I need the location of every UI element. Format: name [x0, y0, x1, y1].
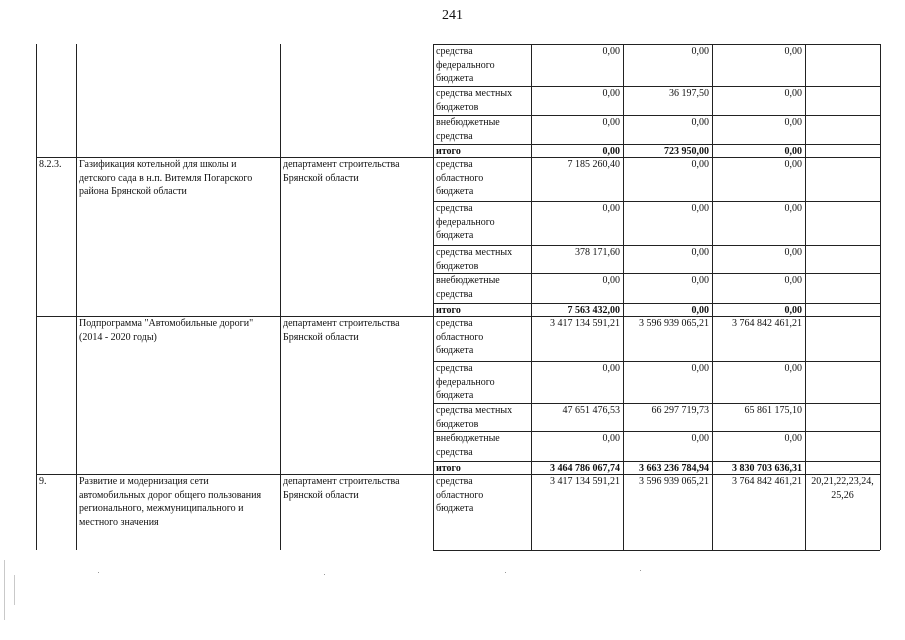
scan-speck [324, 574, 325, 575]
amount-year-3: 3 764 842 461,21 [732, 318, 802, 329]
amount-year-3: 0,00 [784, 146, 802, 157]
amount-year-3: 65 861 175,10 [744, 405, 802, 416]
funding-source-line: бюджета [436, 390, 474, 401]
block-divider [433, 474, 880, 475]
row-divider [433, 303, 880, 304]
executor-line: департамент строительства [283, 318, 400, 329]
column-rule [880, 44, 881, 550]
column-rule [433, 44, 434, 550]
funding-source-line: средства [436, 46, 473, 57]
amount-year-1: 7 185 260,40 [567, 159, 620, 170]
row-number: 9. [39, 476, 47, 487]
funding-source-line: средства местных [436, 247, 513, 258]
row-divider [433, 461, 880, 462]
amount-year-2: 3 596 939 065,21 [639, 318, 709, 329]
executor-line: департамент строительства [283, 159, 400, 170]
executor-line: Брянской области [283, 489, 359, 501]
table-bottom-rule [433, 550, 880, 551]
amount-year-2: 36 197,50 [669, 88, 709, 99]
amount-year-2: 66 297 719,73 [651, 405, 709, 416]
funding-source-line: итого [436, 146, 461, 157]
amount-year-3: 0,00 [784, 433, 802, 444]
executor-line: департамент строительства [283, 476, 400, 487]
funding-source-line: средства [436, 130, 473, 142]
row-divider [433, 115, 880, 116]
row-divider [433, 201, 880, 202]
item-name-line: автомобильных дорог общего пользования [79, 489, 262, 501]
scan-edge-mark [14, 575, 15, 605]
amount-year-2: 0,00 [691, 46, 709, 57]
indicator-codes-line: 20,21,22,23,24, [811, 476, 874, 487]
amount-year-3: 3 764 842 461,21 [732, 476, 802, 487]
amount-year-2: 0,00 [691, 275, 709, 286]
scan-speck [640, 570, 641, 571]
item-name-line: района Брянской области [79, 186, 187, 197]
item-name-line: (2014 - 2020 годы) [79, 331, 157, 343]
funding-source-line: средства [436, 363, 473, 374]
amount-year-3: 0,00 [784, 203, 802, 214]
funding-source-line: бюджетов [436, 101, 479, 113]
amount-year-1: 7 563 432,00 [567, 305, 620, 316]
amount-year-2: 723 950,00 [664, 146, 709, 157]
row-divider [433, 431, 880, 432]
funding-source-line: бюджета [436, 230, 474, 241]
funding-source-line: средства [436, 159, 473, 170]
amount-year-3: 0,00 [784, 159, 802, 170]
funding-source-line: федерального [436, 216, 495, 228]
item-name-line: детского сада в н.п. Витемля Погарского [79, 172, 253, 184]
amount-year-1: 0,00 [602, 146, 620, 157]
funding-source-line: федерального [436, 376, 495, 388]
funding-source-line: бюджетов [436, 260, 479, 272]
amount-year-1: 47 651 476,53 [562, 405, 620, 416]
page-number: 241 [442, 8, 463, 23]
funding-source-line: федерального [436, 59, 495, 71]
amount-year-3: 0,00 [784, 46, 802, 57]
funding-source-line: средства [436, 476, 473, 487]
amount-year-2: 3 663 236 784,94 [639, 463, 709, 474]
column-rule [280, 44, 281, 550]
amount-year-3: 0,00 [784, 88, 802, 99]
block-divider [433, 44, 880, 45]
amount-year-1: 3 417 134 591,21 [550, 318, 620, 329]
amount-year-3: 0,00 [784, 363, 802, 374]
item-name-line: регионального, межмуниципального и [79, 503, 244, 514]
amount-year-2: 0,00 [691, 247, 709, 258]
amount-year-1: 378 171,60 [575, 247, 620, 258]
row-divider [433, 403, 880, 404]
funding-source-line: внебюджетные [436, 275, 500, 286]
funding-source-line: средства [436, 203, 473, 214]
column-rule [805, 44, 806, 550]
indicator-codes-line: 25,26 [831, 489, 854, 501]
funding-source-line: бюджетов [436, 418, 479, 430]
amount-year-3: 0,00 [784, 305, 802, 316]
amount-year-1: 0,00 [602, 433, 620, 444]
amount-year-2: 0,00 [691, 433, 709, 444]
amount-year-1: 0,00 [602, 203, 620, 214]
funding-source-line: итого [436, 463, 461, 474]
column-rule [712, 44, 713, 550]
funding-source-line: областного [436, 172, 484, 184]
funding-source-line: областного [436, 331, 484, 343]
row-divider [433, 86, 880, 87]
amount-year-1: 0,00 [602, 275, 620, 286]
block-divider [433, 157, 880, 158]
block-divider [36, 157, 433, 158]
amount-year-1: 0,00 [602, 117, 620, 128]
block-divider [433, 316, 880, 317]
scan-speck [505, 572, 506, 573]
funding-source-line: внебюджетные [436, 433, 500, 444]
row-divider [433, 361, 880, 362]
amount-year-3: 0,00 [784, 247, 802, 258]
funding-source-line: средства [436, 446, 473, 458]
scan-speck [98, 572, 99, 573]
column-rule [36, 44, 37, 550]
amount-year-3: 3 830 703 636,31 [732, 463, 802, 474]
column-rule [623, 44, 624, 550]
scan-edge-mark [4, 560, 5, 620]
row-number: 8.2.3. [39, 159, 62, 170]
funding-source-line: итого [436, 305, 461, 316]
amount-year-2: 0,00 [691, 305, 709, 316]
funding-source-line: бюджета [436, 186, 474, 197]
funding-source-line: средства [436, 288, 473, 300]
block-divider [36, 474, 433, 475]
row-divider [433, 144, 880, 145]
amount-year-2: 3 596 939 065,21 [639, 476, 709, 487]
funding-source-line: областного [436, 489, 484, 501]
item-name-line: Развитие и модернизация сети [79, 476, 209, 487]
row-divider [433, 273, 880, 274]
item-name-line: местного значения [79, 516, 159, 528]
row-divider [433, 245, 880, 246]
amount-year-2: 0,00 [691, 203, 709, 214]
amount-year-3: 0,00 [784, 117, 802, 128]
funding-source-line: внебюджетные [436, 117, 500, 128]
amount-year-2: 0,00 [691, 159, 709, 170]
executor-line: Брянской области [283, 331, 359, 343]
block-divider [36, 316, 433, 317]
amount-year-2: 0,00 [691, 363, 709, 374]
amount-year-1: 0,00 [602, 46, 620, 57]
funding-source-line: средства [436, 318, 473, 329]
funding-source-line: бюджета [436, 503, 474, 514]
amount-year-1: 3 417 134 591,21 [550, 476, 620, 487]
item-name-line: Подпрограмма "Автомобильные дороги" [79, 318, 254, 329]
item-name-line: Газификация котельной для школы и [79, 159, 237, 170]
amount-year-3: 0,00 [784, 275, 802, 286]
amount-year-2: 0,00 [691, 117, 709, 128]
funding-source-line: бюджета [436, 73, 474, 84]
amount-year-1: 0,00 [602, 363, 620, 374]
funding-source-line: бюджета [436, 345, 474, 356]
amount-year-1: 3 464 786 067,74 [550, 463, 620, 474]
column-rule [76, 44, 77, 550]
funding-source-line: средства местных [436, 405, 513, 416]
executor-line: Брянской области [283, 172, 359, 184]
funding-source-line: средства местных [436, 88, 513, 99]
amount-year-1: 0,00 [602, 88, 620, 99]
column-rule [531, 44, 532, 550]
